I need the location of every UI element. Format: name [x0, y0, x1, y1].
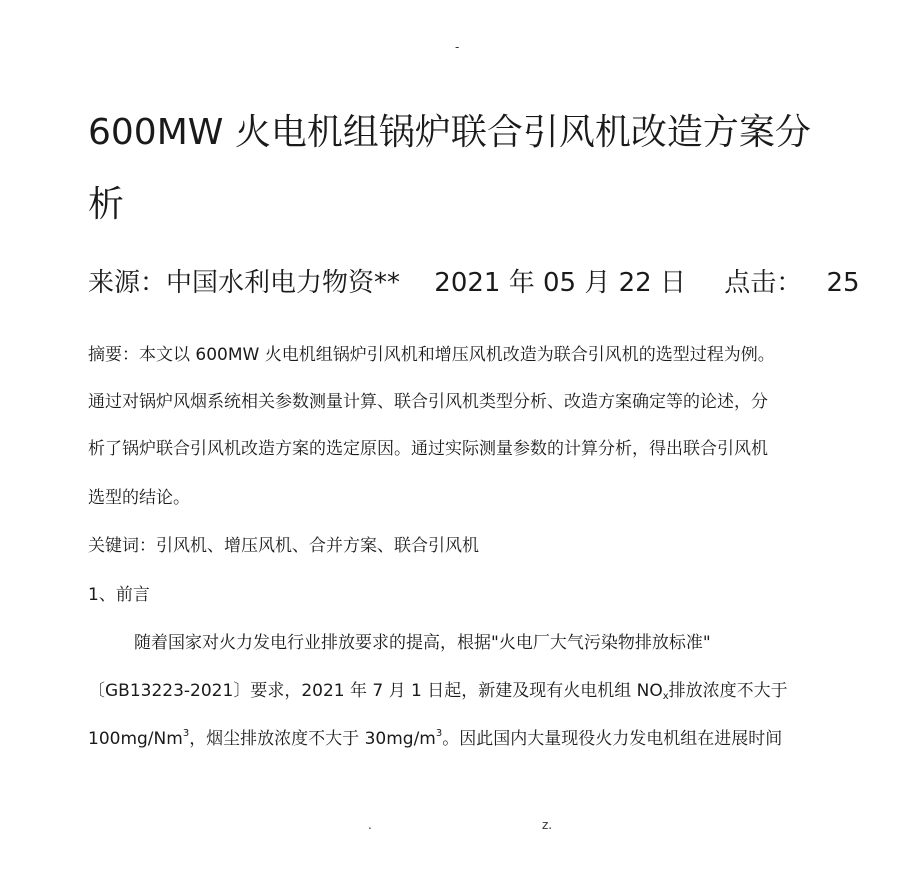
paragraph-line-1: 随着国家对火力发电行业排放要求的提高，根据"火电厂大气污染物排放标准": [134, 633, 711, 653]
document-title-line-1: 600MW 火电机组锅炉联合引风机改造方案分: [88, 112, 811, 153]
keywords: 关键词：引风机、增压风机、合并方案、联合引风机: [88, 536, 479, 556]
hits-label: 点击：: [724, 268, 803, 298]
superscript-3: 3: [182, 728, 190, 739]
paragraph-line-2-text-b: 排放浓度不大于: [668, 681, 788, 701]
article-meta: [88, 262, 860, 299]
paragraph-line-3-text-b: ，烟尘排放浓度不大于 30mg/m: [189, 729, 436, 749]
source-text: 来源：中国水利电力物资**: [88, 268, 401, 298]
abstract-line-1: 摘要：本文以 600MW 火电机组锅炉引风机和增压风机改造为联合引风机的选型过程为例。: [88, 345, 775, 365]
paragraph-line-2-text-a: 〔GB13223-2021〕要求，2021 年 7 月 1 日起，新建及现有火电机组 NO: [88, 681, 663, 701]
section-heading: 1、前言: [88, 585, 150, 605]
publish-date: 2021 年 05 月 22 日: [434, 268, 686, 298]
abstract-line-2: 通过对锅炉风烟系统相关参数测量计算、联合引风机类型分析、改造方案确定等的论述，分: [88, 392, 768, 412]
footer-right-mark: z.: [542, 818, 553, 832]
superscript-3: 3: [435, 728, 443, 739]
paragraph-line-3-text-c: 。因此国内大量现役火力发电机组在进展时间: [442, 729, 783, 749]
footer-left-mark: .: [368, 818, 372, 832]
paragraph-line-3: [88, 724, 782, 749]
abstract-line-3: 析了锅炉联合引风机改造方案的选定原因。通过实际测量参数的计算分析，得出联合引风机: [88, 439, 768, 459]
paragraph-line-3-text-a: 100mg/Nm: [88, 729, 183, 749]
abstract-line-4: 选型的结论。: [88, 488, 190, 508]
document-title-line-2: 析: [88, 184, 125, 225]
nox-subscript: x: [662, 691, 669, 702]
paragraph-line-2: [88, 676, 788, 702]
header-mark: -: [455, 40, 460, 54]
hits-count: 25: [826, 268, 860, 298]
